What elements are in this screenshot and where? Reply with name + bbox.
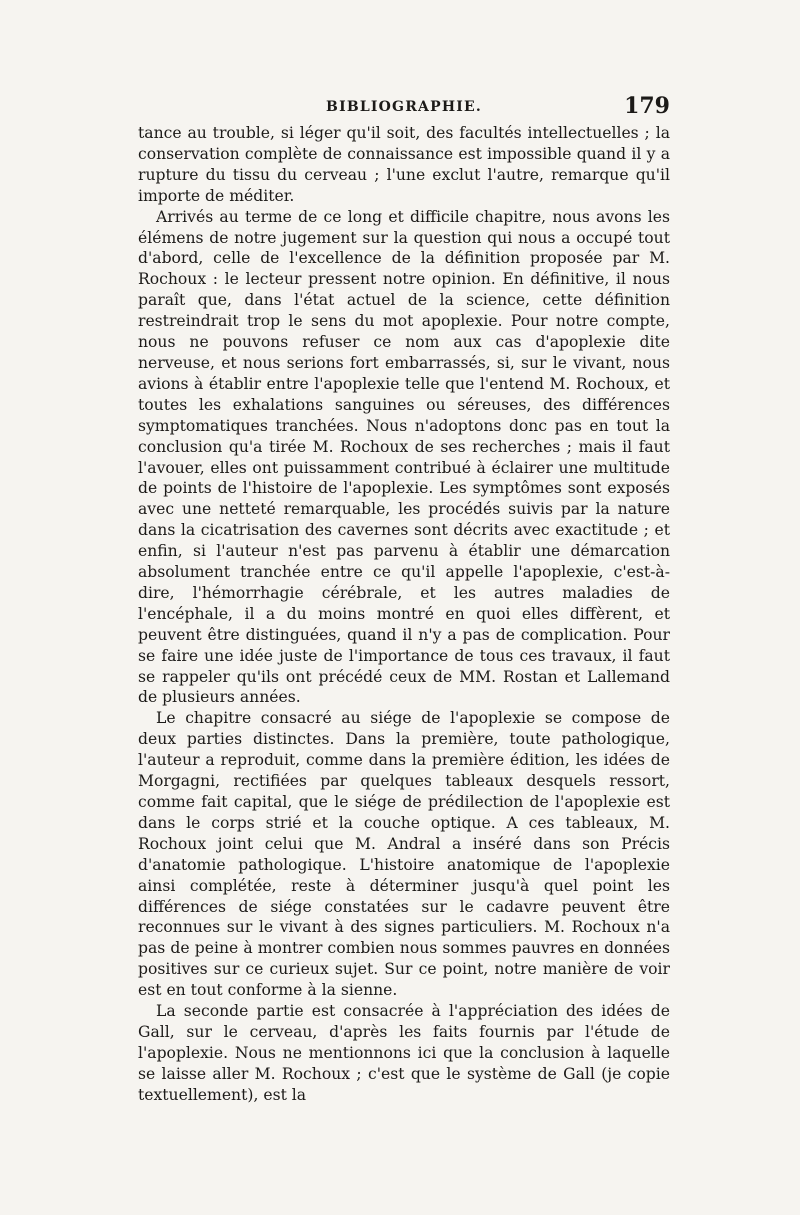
paragraph-siege-apoplexie: Le chapitre consacré au siége de l'apoplexie se compose de deux parties distinctes. Dans la première, toute pathologique, l'auteur a reproduit, comme dans la première édition, les idées de Morgagni, rectifiées par quelques tableaux desquels ressort, comme fait capital, que le siége de prédilection de l'apoplexie est dans le corps strié et la couche optique. A ces tableaux, M. Rochoux joint celui que M. Andral a inséré dans son Précis d'anatomie pathologique. L'histoire anatomique de l'apoplexie ainsi complétée, reste à déterminer jusqu'à quel point les différences de siége constatées sur le cadavre peuvent être reconnues sur le vivant à des signes particuliers. M. Rochoux n'a pas de peine à montrer combien nous sommes pauvres en données positives sur ce curieux sujet. Sur ce point, notre manière de voir est en tout conforme à la sienne. <box>138 709 670 1000</box>
running-head: BIBLIOGRAPHIE. <box>326 99 482 115</box>
page-header <box>138 95 670 119</box>
body-text <box>138 123 670 1106</box>
paragraph-gall: La seconde partie est consacrée à l'appréciation des idées de Gall, sur le cerveau, d'après les faits fournis par l'étude de l'apoplexie. Nous ne mentionnons ici que la conclusion à laquelle se laisse aller M. Rochoux ; c'est que le système de Gall (je copie textuellement), est la <box>138 1002 670 1104</box>
book-page <box>138 93 670 1104</box>
paragraph-continuation: tance au trouble, si léger qu'il soit, des facultés intellectuelles ; la conservation complète de connaissance est impossible quand il y a rupture du tissu du cerveau ; l'une exclut l'autre, remarque qu'il importe de méditer. <box>138 124 670 205</box>
paragraph-conclusion-definition: Arrivés au terme de ce long et difficile chapitre, nous avons les élémens de notre jugement sur la question qui nous a occupé tout d'abord, celle de l'excellence de la définition proposée par M. Rochoux : le lecteur pressent notre opinion. En définitive, il nous paraît que, dans l'état actuel de la science, cette définition restreindrait trop le sens du mot apoplexie. Pour notre compte, nous ne pouvons refuser ce nom aux cas d'apoplexie dite nerveuse, et nous serions fort embarrassés, si, sur le vivant, nous avions à établir entre l'apoplexie telle que l'entend M. Rochoux, et toutes les exhalations sanguines ou séreuses, des différences symptomatiques tranchées. Nous n'adoptons donc pas en tout la conclusion qu'a tirée M. Rochoux de ses recherches ; mais il faut l'avouer, elles ont puissamment contribué à éclairer une multitude de points de l'histoire de l'apoplexie. Les symptômes sont exposés avec une netteté remarquable, les procédés suivis par la nature dans la cicatrisation des cavernes sont décrits avec exactitude ; et enfin, si l'auteur n'est pas parvenu à établir une démarcation absolument tranchée entre ce qu'il appelle l'apoplexie, c'est-à-dire, l'hémorrhagie cérébrale, et les autres maladies de l'encéphale, il a du moins montré en quoi elles diffèrent, et peuvent être distinguées, quand il n'y a pas de complication. Pour se faire une idée juste de l'importance de tous ces travaux, il faut se rappeler qu'ils ont précédé ceux de MM. Rostan et Lallemand de plusieurs années. <box>138 207 670 707</box>
page-number: 179 <box>624 93 670 119</box>
